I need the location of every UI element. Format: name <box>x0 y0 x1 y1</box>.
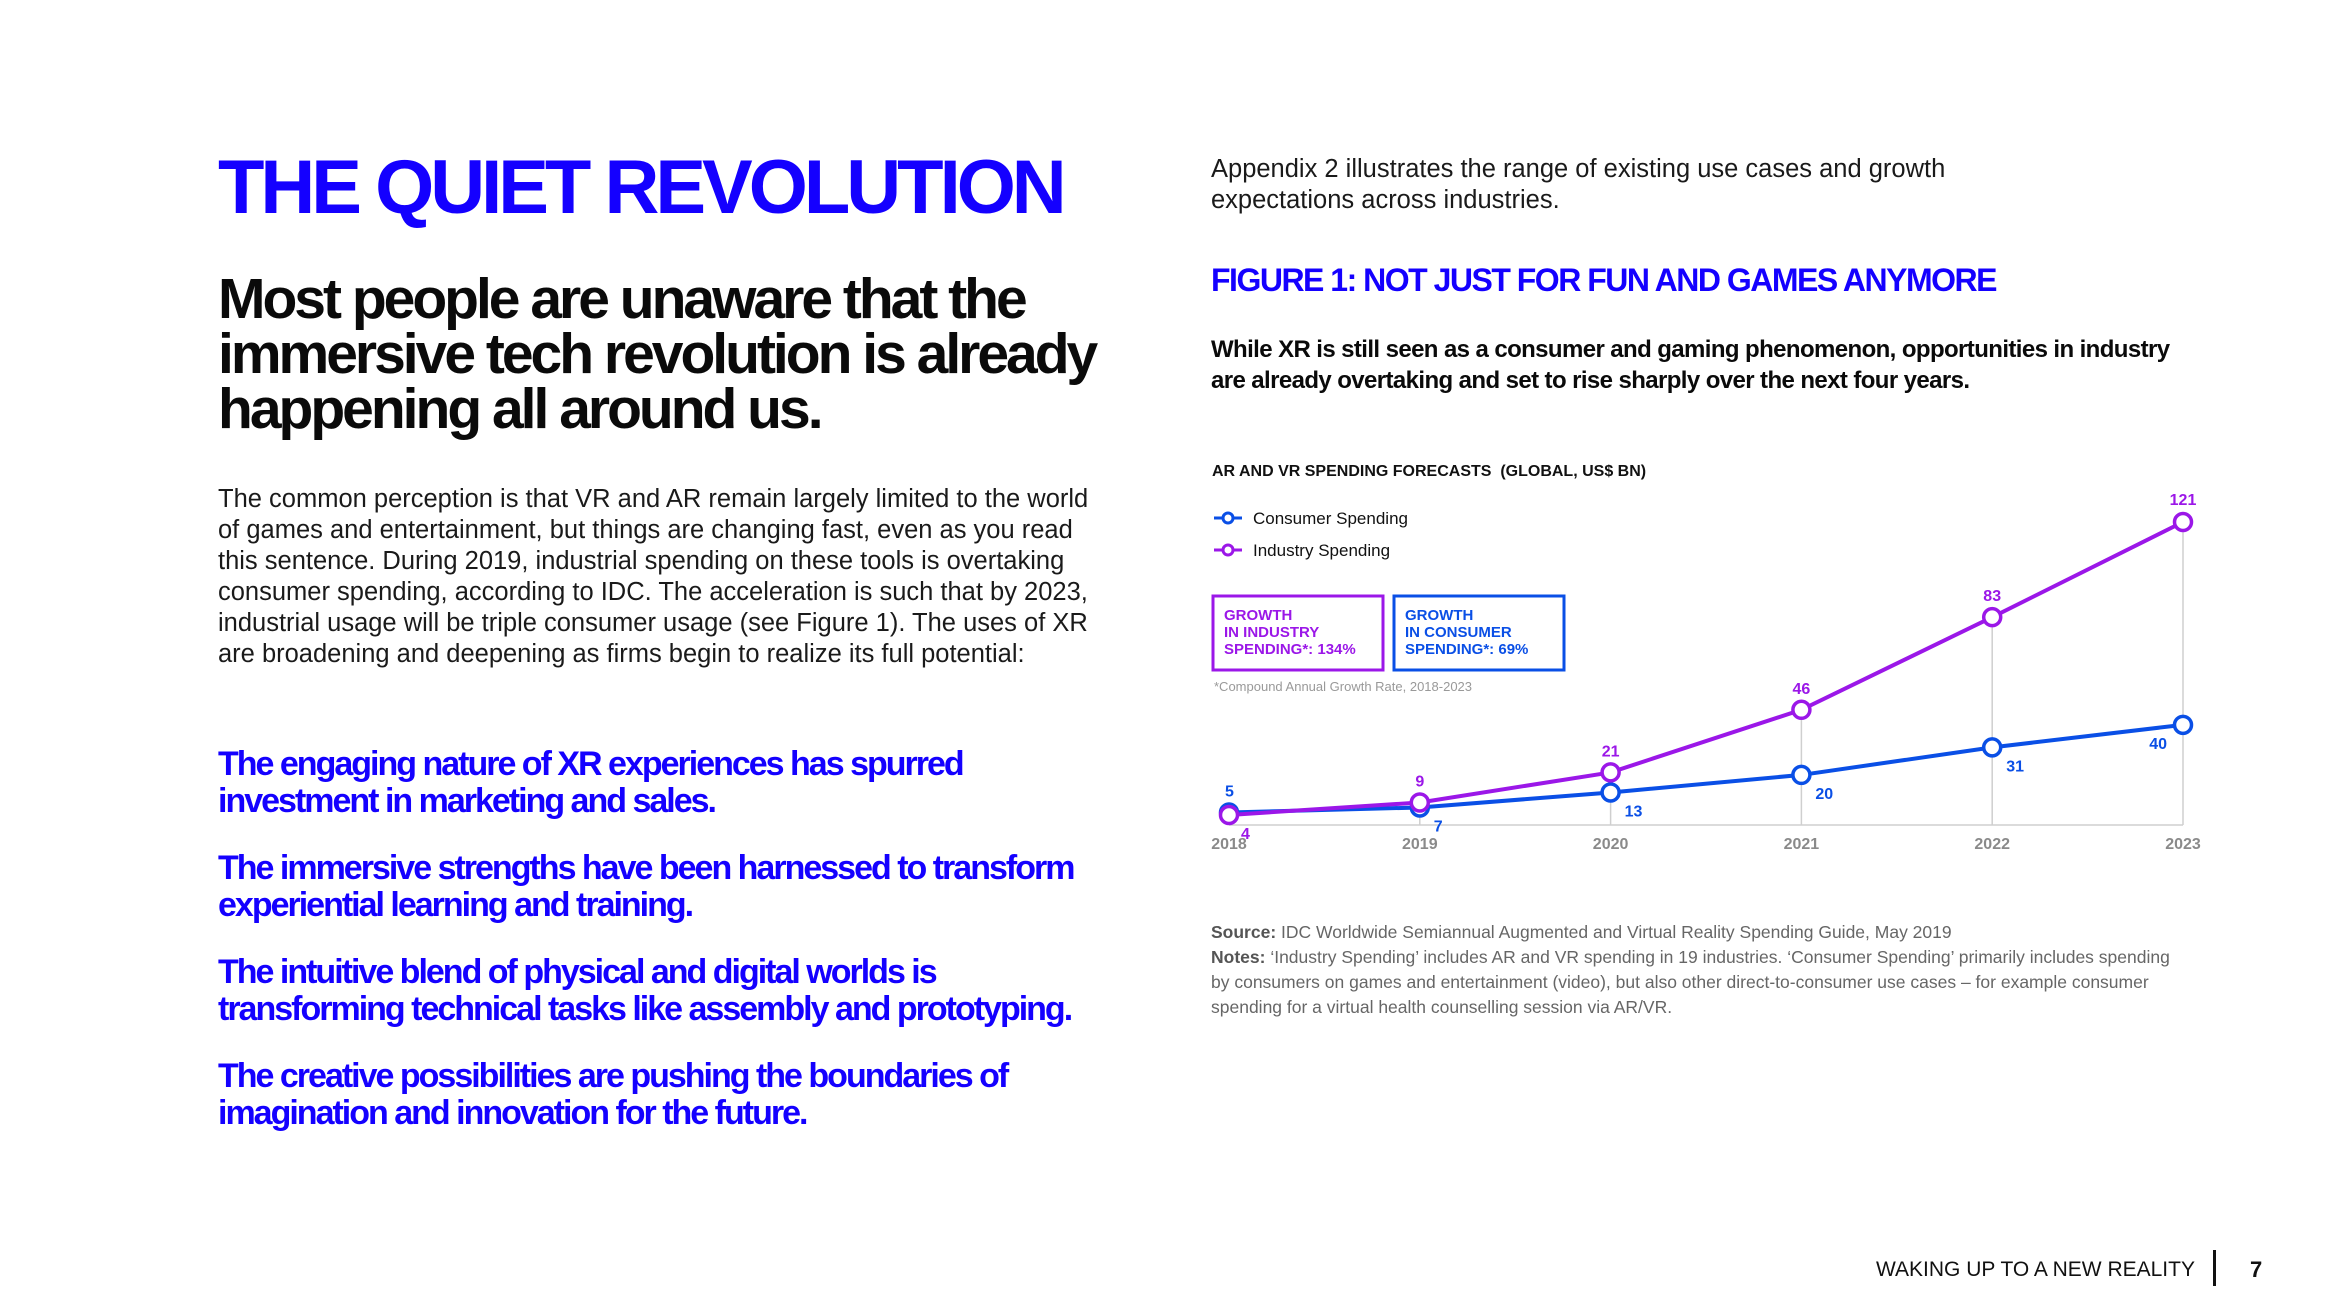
x-tick-label: 2019 <box>1402 836 1438 853</box>
data-point <box>1411 794 1428 811</box>
x-tick-label: 2021 <box>1783 836 1820 853</box>
data-label: 21 <box>1601 743 1620 761</box>
key-point: The engaging nature of XR experiences has spurred investment in marketing and sales. <box>218 745 963 820</box>
key-point: The creative possibilities are pushing the boundaries of imagination and innovation for the future. <box>218 1057 1008 1132</box>
data-point <box>1221 806 1238 823</box>
page-title: THE QUIET REVOLUTION <box>218 145 1063 230</box>
data-label: 4 <box>1241 825 1250 843</box>
legend-marker-industry <box>1223 545 1233 555</box>
data-label: 40 <box>2149 735 2167 753</box>
figure-title: FIGURE 1: NOT JUST FOR FUN AND GAMES ANYMORE <box>1211 262 1996 298</box>
data-point <box>1602 764 1619 781</box>
x-tick-label: 2023 <box>2165 836 2201 853</box>
data-label: 121 <box>2169 492 2197 509</box>
figure-subtitle: While XR is still seen as a consumer and gaming phenomenon, opportunities in industry are already overtaking and set to rise sharply over the next four years. <box>1211 336 2170 394</box>
legend-label-industry: Industry Spending <box>1253 541 1391 560</box>
data-label: 20 <box>1815 785 1834 803</box>
source-line <box>1211 920 2171 945</box>
page-number: 7 <box>2250 1257 2263 1282</box>
source-notes <box>1211 920 2171 1020</box>
data-label: 83 <box>1983 588 2002 606</box>
legend-marker-consumer <box>1223 513 1233 523</box>
page-subtitle: Most people are unaware that the immersive tech revolution is already happening all around us. <box>218 267 1096 441</box>
appendix-note: Appendix 2 illustrates the range of existing use cases and growth expectations across industries. <box>1211 155 1946 214</box>
chart-footnote: *Compound Annual Growth Rate, 2018-2023 <box>1214 679 1473 694</box>
data-label: 31 <box>2006 758 2024 776</box>
chart-title: AR AND VR SPENDING FORECASTS (GLOBAL, US$ BN) <box>1212 463 1647 480</box>
series-line-consumer <box>1229 725 2183 813</box>
source-text: IDC Worldwide Semiannual Augmented and Virtual Reality Spending Guide, May 2019 <box>1281 922 1952 942</box>
growth-label-consumer: GROWTH IN CONSUMER SPENDING*: 69% <box>1405 607 1529 658</box>
source-label: Source: <box>1211 922 1277 942</box>
data-label: 5 <box>1225 783 1234 801</box>
intro-paragraph: The common perception is that VR and AR remain largely limited to the world of games and entertainment, but things are changing fast, even as you read this sentence. During 2019, industrial spending on these tools is overtaking consumer spending, according to IDC. The acceleration is such that by 2023, industrial usage will be triple consumer usage (see Figure 1). The uses of XR are broadening and deepening as firms begin to realize its full potential: <box>218 485 1089 668</box>
data-point <box>1984 739 2001 756</box>
data-point <box>1602 784 1619 801</box>
data-point <box>1793 766 1810 783</box>
growth-label-industry: GROWTH IN INDUSTRY SPENDING*: 134% <box>1224 607 1356 658</box>
data-point <box>1984 609 2001 626</box>
data-point <box>2175 514 2192 531</box>
x-tick-label: 2022 <box>1974 836 2010 853</box>
data-label: 9 <box>1415 773 1425 791</box>
footer-divider <box>2213 1250 2216 1286</box>
notes-text: ‘Industry Spending’ includes AR and VR spending in 19 industries. ‘Consumer Spending’ primarily includes spending by consumers on games and entertainment (video), but also other direct-to-consumer use cases – for example consumer spending for a virtual health counselling session via AR/VR. <box>1211 947 2170 1017</box>
chart-legend <box>1214 509 1408 560</box>
legend-label-consumer: Consumer Spending <box>1253 509 1408 528</box>
x-tick-label: 2020 <box>1592 836 1629 853</box>
data-point <box>2175 716 2192 733</box>
growth-box-industry <box>1213 596 1383 670</box>
key-point: The intuitive blend of physical and digital worlds is transforming technical tasks like assembly and prototyping. <box>218 953 1072 1028</box>
growth-box-consumer <box>1394 596 1564 670</box>
footer-title: WAKING UP TO A NEW REALITY <box>1876 1258 2195 1281</box>
x-tick-label: 2018 <box>1211 836 1247 853</box>
notes-line <box>1211 945 2171 1020</box>
data-point <box>1793 701 1810 718</box>
spending-line-chart <box>1200 450 2240 870</box>
data-label: 13 <box>1624 803 1643 821</box>
data-label: 7 <box>1433 818 1443 836</box>
key-points <box>218 746 1078 1162</box>
series-line-industry <box>1229 522 2183 815</box>
data-label: 46 <box>1792 680 1811 698</box>
notes-label: Notes: <box>1211 947 1266 967</box>
key-point: The immersive strengths have been harnessed to transform experiential learning and training. <box>218 849 1074 924</box>
